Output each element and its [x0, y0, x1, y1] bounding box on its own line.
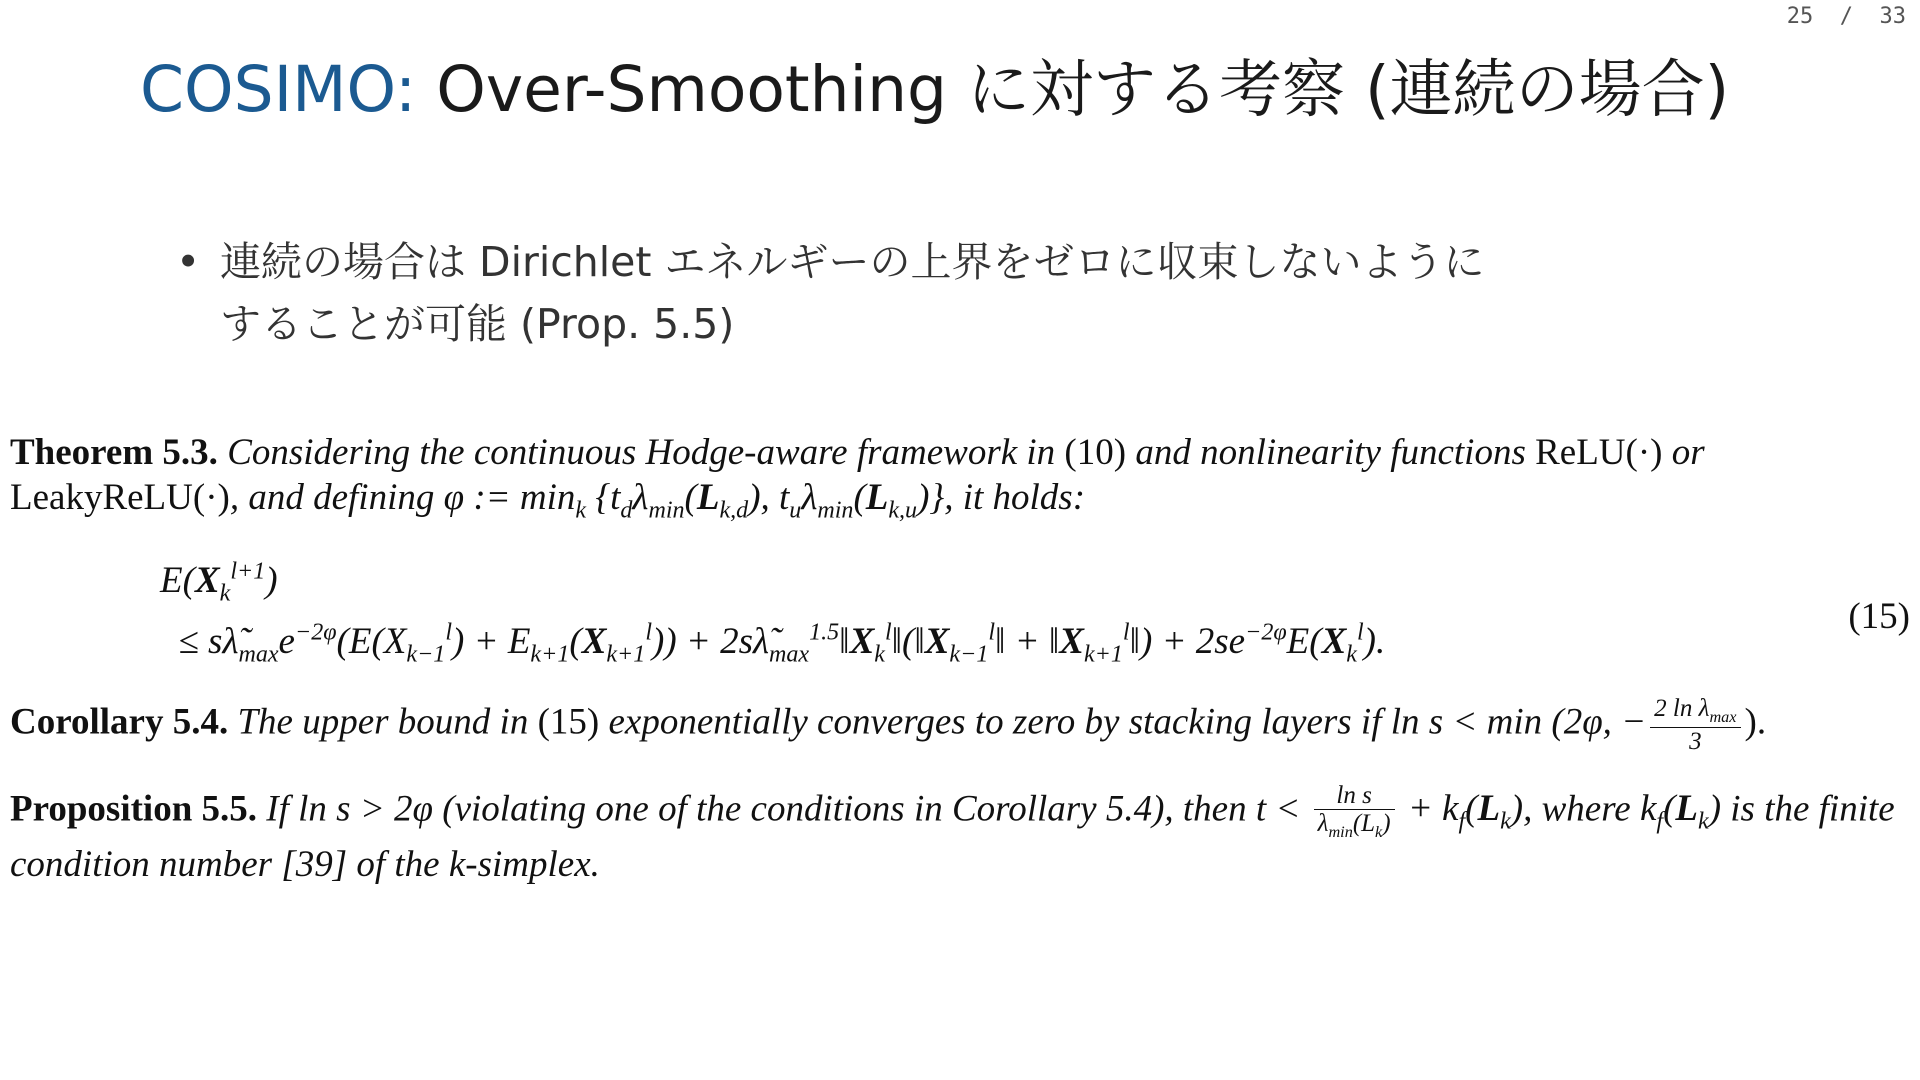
- eq-l1-b: X: [194, 559, 220, 601]
- theorem-text-2: and nonlinearity functions: [1135, 432, 1526, 473]
- bullet-item: [176, 232, 1620, 355]
- proposition-frac-den: λ: [1317, 810, 1329, 838]
- corollary-condition-end: ).: [1744, 701, 1767, 743]
- bullet-marker: •: [176, 238, 201, 286]
- theorem-def-rest: {t: [595, 477, 621, 519]
- theorem-def-main: φ := min: [443, 477, 576, 519]
- proposition-frac-den-rest: (L: [1352, 810, 1376, 838]
- eq-l1-c: ): [265, 559, 278, 601]
- bullet-line-1: 連続の場合は Dirichlet エネルギーの上界をゼロに収束しないように: [220, 238, 1485, 286]
- theorem-text-5: , it holds:: [944, 477, 1086, 519]
- proposition-block: [10, 782, 1910, 888]
- eq-l1-sup: l+1: [230, 558, 266, 585]
- equation-15: [10, 552, 1910, 673]
- theorem-text-1: Considering the continuous Hodge-aware framework in: [227, 432, 1056, 473]
- proposition-text-3: , where: [1523, 788, 1631, 830]
- theorem-leaky-relu: LeakyReLU(·): [10, 477, 230, 519]
- eq-l1-sub: k: [219, 580, 231, 607]
- eq-l2-rest: (E(X: [336, 620, 407, 662]
- theorem-def: φ := $\min_k \{t_d\lambda_{min}(L_{k,d})$, $t_u\lambda_{min}(L_{k,u})$}: [443, 477, 945, 524]
- slide-title: [140, 54, 1729, 126]
- proposition-text-4: is the finite condition number [39] of the: [10, 788, 1895, 885]
- theorem-def-sub: k: [575, 497, 587, 524]
- theorem-text-4: , and defining: [229, 477, 435, 519]
- corollary-fraction: [1650, 695, 1740, 755]
- eq-l2-sub: max: [238, 640, 279, 667]
- proposition-condition: ln s > 2φ: [298, 788, 434, 830]
- proposition-text-5: k: [448, 843, 466, 885]
- corollary-frac-num-sub: max: [1709, 708, 1737, 727]
- paper-excerpt: [10, 430, 1910, 913]
- corollary-ref: (15): [537, 701, 600, 743]
- proposition-fraction: $\frac{\text{ln s}}{\lambda_{min}(L_k)}$: [1314, 782, 1395, 842]
- theorem-relu: ReLU(·): [1535, 432, 1663, 473]
- theorem-label: Theorem 5.3.: [10, 432, 218, 473]
- theorem-text-3: or: [1671, 432, 1705, 473]
- corollary-frac-num: 2 ln λ: [1654, 695, 1710, 723]
- corollary-frac-den: 3: [1689, 728, 1702, 756]
- eq-l2-a: ≤ sλ̃: [178, 620, 239, 662]
- corollary-label: Corollary 5.4.: [10, 701, 229, 743]
- proposition-frac-num: ln s: [1314, 782, 1395, 811]
- bullet-line-2: することが可能 (Prop. 5.5): [220, 299, 735, 348]
- corollary-text-2: exponentially converges to zero by stacking layers if: [608, 701, 1382, 743]
- proposition-t-lt: t <: [1255, 788, 1301, 830]
- equation-number: (15): [1848, 595, 1910, 637]
- proposition-kf-text: k: [1639, 788, 1657, 830]
- proposition-kf: $k_f(L_k)$: [1639, 788, 1722, 835]
- equation-line-2: ≤ $s\lambdã_{max}e^{-2\varphi}(E(X_{k-1}^l) + E_{k+1}(X_{k+1}^l))$ + $2s\lambdã_{max}^{1.5}‖X_k^l‖(‖X_{k-1}^l‖$ + $‖X_{k+1}^l‖) + 2se^{-2\varphi}E(X_k^l)$.: [178, 619, 1386, 667]
- slide-title-accent: COSIMO:: [140, 53, 417, 126]
- proposition-text-6: -simplex.: [465, 843, 600, 885]
- eq-l2-e: e: [278, 620, 295, 662]
- corollary-condition: ln s < min (2φ, −: [1390, 701, 1647, 743]
- theorem-ref-1: (10): [1064, 432, 1127, 473]
- proposition-label: Proposition 5.5.: [10, 788, 258, 830]
- corollary-text-1: The upper bound in: [237, 701, 529, 743]
- proposition-text-2: (violating one of the conditions in Corollary 5.4), then: [442, 788, 1247, 830]
- proposition-frac-den-sub: min: [1328, 823, 1353, 842]
- eq-l1-a: E(: [160, 559, 195, 601]
- eq-l2-esup: −2φ: [294, 619, 337, 646]
- slide-title-rest: Over-Smoothing に対する考察 (連続の場合): [416, 53, 1730, 126]
- proposition-plus-k-text: + k: [1407, 788, 1459, 830]
- proposition-text-1: If: [266, 788, 289, 830]
- equation-line-1: [160, 552, 1760, 613]
- page-number: 25 / 33: [1786, 4, 1906, 29]
- bullet-list: [176, 232, 1620, 355]
- theorem-block: [10, 430, 1910, 526]
- proposition-plus-k: + $k_f(L_k)$: [1407, 788, 1524, 835]
- corollary-block: [10, 695, 1910, 755]
